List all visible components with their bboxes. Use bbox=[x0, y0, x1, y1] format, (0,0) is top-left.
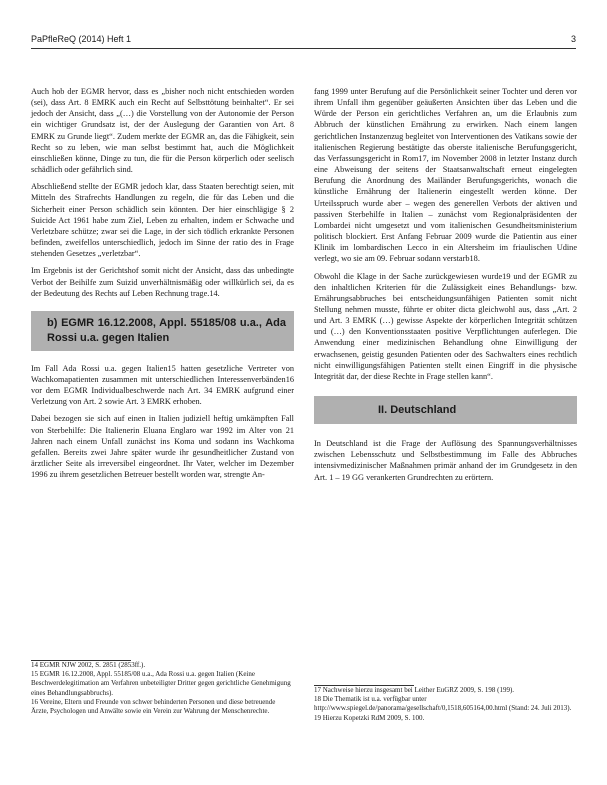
footnote: 16 Vereine, Eltern und Freunde von schwer behinderten Personen und diese betreuende Ärzte, Psychologen und Anwälte sowie ein Verein zur Wahrung der Menschenrechte. bbox=[31, 697, 276, 716]
section-heading-ii: II. Deutschland bbox=[314, 396, 577, 424]
paragraph: Obwohl die Klage in der Sache zurückgewiesen wurde19 und der EGMR zu den inhaltlichen Kriterien für die Zulässigkeit eines Behandlungs- bzw. Ernährungsabbruches bei entscheidungsunfähigen Patienten somit nicht Stellung nehmen musste, führte er obiter dicta gleichwohl aus, dass „Art. 2 und Art. 3 EMRK (…) gewisse Aspekte der körperlichen Integrität schützen und (…) den Konventionsstaaten positive Verpflichtungen auferlegen. Die Anwendung einer medizinischen Behandlung ohne Einwilligung der erwachsenen, geistig gesunden Patienten oder des Sachwalters eines rechtlich nicht einwilligungsfähigen Patienten stellt einen Eingriff in die physische Integrität dar, der diese Rechte in Frage stellen kann“. bbox=[314, 271, 577, 381]
footnotes-left bbox=[31, 660, 294, 716]
footnote: 18 Die Thematik ist u.a. verfügbar unter http://www.spiegel.de/panorama/gesellschaft/0,1518,605164,00.html (Stand: 24. Juli 2013). bbox=[314, 695, 572, 713]
paragraph: Abschließend stellte der EGMR jedoch klar, dass Staaten berechtigt seien, mit Mitteln des Strafrechts Handlungen zu regeln, die für das Leben und die Sicherheit einer Person schädlich sein könnten. Der hier einschlägige § 2 Suicide Act 1961 habe zum Ziel, Leben zu erhalten, indem er Schwache und Verletzbare schütze; zwar sei die Lage, in der sich tödlich erkrankte Personen befinden, zweifellos unterschiedlich, jedoch im Sinne der ratio des in Frage stehenden Gesetzes „verletzbar“. bbox=[31, 182, 294, 259]
footnote: 15 EGMR 16.12.2008, Appl. 55185/08 u.a., Ada Rossi u.a. gegen Italien (Keine Beschwerdelegitimation am Verfahren unbeteiligter Dritter gegen gerichtliche Genehmigung eines Behandlungsabbruchs). bbox=[31, 670, 291, 697]
header-rule bbox=[31, 48, 576, 49]
paragraph: Im Fall Ada Rossi u.a. gegen Italien15 hatten gesetzliche Vertreter von Wachkomapatienten zusammen mit unterschiedlichen Interessenverbänden16 vor dem EGMR Individualbeschwerde nach Art. 34 EMRK aufgrund einer Verletzung von Art. 2 sowie Art. 3 EMRK erhoben. bbox=[31, 363, 294, 407]
page-number: 3 bbox=[570, 34, 576, 44]
footnote: 19 Hierzu Kopetzki RdM 2009, S. 100. bbox=[314, 713, 425, 722]
journal-title: PaPfleReQ (2014) Heft 1 bbox=[31, 34, 132, 44]
left-column bbox=[31, 86, 294, 480]
section-heading-b: b) EGMR 16.12.2008, Appl. 55185/08 u.a., Ada Rossi u.a. gegen Italien bbox=[31, 311, 294, 351]
footnotes-right bbox=[314, 685, 577, 723]
paragraph: Im Ergebnis ist der Gerichtshof somit nicht der Ansicht, dass das unbedingte Verbot der Beihilfe zum Suizid unverhältnismäßig oder willkürlich sei, da es der Bedeutung des Rechts auf Leben Rechnung trage.14. bbox=[31, 266, 294, 298]
paragraph: Dabei bezogen sie sich auf einen in Italien judiziell heftig umkämpften Fall von Sterbehilfe: Die Italienerin Eluana Englaro war 1992 im Alter von 21 Jahren nach einem Unfall zunächst ins Koma und sodann ins Wachkoma gefallen. Bereits zwei Jahre später wurde ihr gesundheitlicher Zustand von ärztlicher Seite als irreversibel eingeordnet. Ihr Vater, welcher im Dezember 1996 zu ihrem gesetzlichen Betreuer bestellt worden war, strengte An- bbox=[31, 414, 294, 480]
right-column bbox=[314, 86, 577, 483]
paragraph: Auch hob der EGMR hervor, dass es „bisher noch nicht entschieden worden (sei), dass Art. 8 EMRK auch ein Recht auf Selbsttötung beinhaltet“. Er sei jedoch der Ansicht, dass „(…) die Vorstellung von der Autonomie der Person ein wichtiger Grundsatz ist, der der Auslegung der Garantien von Art. 8 EMRK zu Grunde liegt“. Zudem merkte der EGMR an, das die Fähigkeit, sein Recht so zu leben, wie man selbst bestimmt hat, auch die Möglichkeit einschließen könne, Dinge zu tun, die für die Person körperlich oder seelisch schädlich oder gefährlich sind. bbox=[31, 87, 294, 175]
paragraph: fang 1999 unter Berufung auf die Persönlichkeit seiner Tochter und deren vor ihrem Unfall ihm gegenüber geäußerten Ansichten über das Leben und die Würde der Person ein gerichtliches Verfahren an, um die Erlaubnis zum Abbruch der künstlichen Ernährung zu erwirken. Nach einem langen gerichtlichen Instanzenzug begleitet von Interventionen des Vatikans sowie der italienischen Regierung bestätigte das oberste italienische Berufungsgericht, das Verfassungsgericht in Rom17, im November 2008 in letzter Instanz durch eine Abweisung der seitens der Staatsanwaltschaft erneut eingelegten Berufung die Anordnung des Mailänder Berufungsgerichts, wonach die künstliche Ernährung der Italienerin eingestellt werden könne. Der Urteilsspruch wurde aber – wegen des generellen Verbots der aktiven und passiven Sterbehilfe in Italien – zunächst vom Regionalpräsidenten der Lombardei nicht umgesetzt und vom italienischen Gesundheitsministerium politisch blockiert. Erst Anfang Februar 2009 wurde die Patientin aus einer Klinik im lombardischen Lecco in ein Altersheim im friaulischen Udine verlegt, wo sie am 09. Februar sodann verstarb18. bbox=[314, 87, 577, 264]
footnote: 14 EGMR NJW 2002, S. 2851 (2853ff.). bbox=[31, 661, 146, 669]
footnote: 17 Nachweise hierzu insgesamt bei Leither EuGRZ 2009, S. 198 (199). bbox=[314, 686, 515, 694]
paragraph: In Deutschland ist die Frage der Auflösung des Spannungsverhältnisses zwischen Lebensschutz und Selbstbestimmung im Falle des Abbruches intensivmedizinischer Maßnahmen primär anhand der im Grundgesetz in den Art. 1 – 19 GG verankerten Grundrechten zu erörtern. bbox=[314, 439, 577, 482]
